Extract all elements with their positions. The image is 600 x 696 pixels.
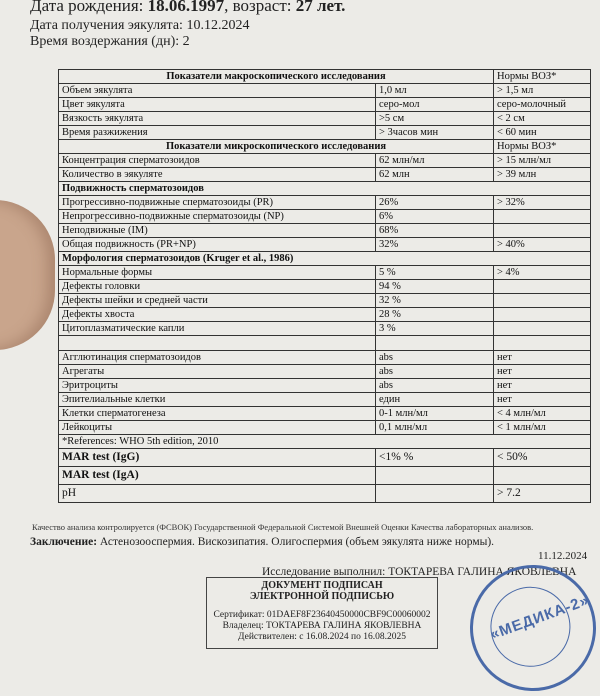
norms-header: Нормы ВОЗ* (494, 70, 591, 84)
param-name: Лейкоциты (59, 421, 376, 435)
param-name: Непрогрессивно-подвижные сперматозоиды (NP) (59, 210, 376, 224)
table-row (59, 393, 591, 407)
param-name: Общая подвижность (PR+NP) (59, 238, 376, 252)
signature-owner: Владелец: ТОКТАРЕВА ГАЛИНА ЯКОВЛЕВНА (222, 621, 422, 631)
section-title: Показатели микроскопического исследования (59, 140, 494, 154)
section-header-micro (59, 140, 591, 154)
param-norm: < 60 мин (494, 126, 591, 140)
param-value: 28 % (376, 308, 494, 322)
param-norm: < 50% (494, 449, 591, 467)
param-norm: > 32% (494, 196, 591, 210)
param-name: Цитоплазматические капли (59, 322, 376, 336)
param-name: pH (59, 485, 376, 503)
param-name: Дефекты хвоста (59, 308, 376, 322)
param-norm: > 4% (494, 266, 591, 280)
received-date: Дата получения эякулята: 10.12.2024 (30, 18, 250, 33)
param-name: MAR test (IgG) (59, 449, 376, 467)
param-norm: нет (494, 379, 591, 393)
birth-label: Дата рождения: (30, 0, 148, 15)
param-norm (494, 308, 591, 322)
param-value: <1% % (376, 449, 494, 467)
param-name: Количество в эякуляте (59, 168, 376, 182)
param-name: Дефекты головки (59, 280, 376, 294)
table-row (59, 224, 591, 238)
param-name: Концентрация сперматозоидов (59, 154, 376, 168)
spacer-row (59, 336, 591, 351)
param-name: Вязкость эякулята (59, 112, 376, 126)
param-value: 0-1 млн/мл (376, 407, 494, 421)
table-row (59, 196, 591, 210)
param-value: серо-мол (376, 98, 494, 112)
param-value: > 3часов мин (376, 126, 494, 140)
param-norm: > 1,5 мл (494, 84, 591, 98)
param-value: >5 см (376, 112, 494, 126)
conclusion (30, 536, 494, 548)
table-row (59, 126, 591, 140)
table-row (59, 365, 591, 379)
param-name: Клетки сперматогенеза (59, 407, 376, 421)
param-name: Эпителиальные клетки (59, 393, 376, 407)
table-row (59, 294, 591, 308)
param-norm (494, 467, 591, 485)
subsection-title: Подвижность сперматозоидов (59, 182, 591, 196)
param-norm: нет (494, 393, 591, 407)
table-row (59, 280, 591, 294)
table-row (59, 238, 591, 252)
param-norm: > 40% (494, 238, 591, 252)
param-norm: нет (494, 365, 591, 379)
age-label: , возраст: (224, 0, 296, 15)
table-row (59, 379, 591, 393)
birth-line (30, 0, 345, 16)
param-norm (494, 224, 591, 238)
table-row (59, 84, 591, 98)
table-row (59, 322, 591, 336)
table-row (59, 421, 591, 435)
e-signature-box (206, 577, 438, 649)
param-norm (494, 322, 591, 336)
conclusion-text: Астенозооспермия. Вискозипатия. Олигоспермия (объем эякулята ниже нормы). (97, 536, 495, 548)
param-value: abs (376, 365, 494, 379)
param-name: Нормальные формы (59, 266, 376, 280)
table-row (59, 467, 591, 485)
param-name: Агрегаты (59, 365, 376, 379)
signature-title: ДОКУМЕНТ ПОДПИСАН (261, 580, 383, 591)
param-value: 1,0 мл (376, 84, 494, 98)
param-norm: нет (494, 351, 591, 365)
table-row (59, 407, 591, 421)
param-norm: > 7.2 (494, 485, 591, 503)
param-norm (494, 210, 591, 224)
subsection-morphology (59, 252, 591, 266)
birth-value: 18.06.1997 (147, 0, 225, 15)
signature-subtitle: ЭЛЕКТРОННОЙ ПОДПИСЬЮ (249, 591, 395, 602)
table-row (59, 266, 591, 280)
subsection-motility (59, 182, 591, 196)
param-norm: > 39 млн (494, 168, 591, 182)
param-name: Прогрессивно-подвижные сперматозоиды (PR) (59, 196, 376, 210)
param-value: един (376, 393, 494, 407)
table-row (59, 449, 591, 467)
norms-header: Нормы ВОЗ* (494, 140, 591, 154)
report-date: 11.12.2024 (538, 550, 588, 562)
signature-validity: Действителен: с 16.08.2024 по 16.08.2025 (238, 632, 406, 642)
thumb (0, 200, 55, 350)
param-name: Эритроциты (59, 379, 376, 393)
param-value (376, 467, 494, 485)
param-norm: < 1 млн/мл (494, 421, 591, 435)
param-name: MAR test (IgA) (59, 467, 376, 485)
param-value: 32% (376, 238, 494, 252)
section-header-macro (59, 70, 591, 84)
age-value: 27 лет. (295, 0, 346, 15)
results-table (58, 69, 591, 503)
param-norm: серо-молочный (494, 98, 591, 112)
table-row (59, 112, 591, 126)
param-norm: > 15 млн/мл (494, 154, 591, 168)
conclusion-label: Заключение: (30, 536, 98, 548)
param-value: 94 % (376, 280, 494, 294)
signature-certificate: Сертификат: 01DAEF8F23640450000CBF9C00060002 (213, 610, 431, 620)
param-value: 68% (376, 224, 494, 238)
param-value: abs (376, 351, 494, 365)
performer-line: Исследование выполнил: ТОКТАРЕВА ГАЛИНА ЯКОВЛЕВНА (262, 566, 577, 578)
references-text: *References: WHO 5th edition, 2010 (59, 435, 591, 449)
param-value: abs (376, 379, 494, 393)
param-value: 3 % (376, 322, 494, 336)
subsection-title: Морфология сперматозоидов (Kruger et al., 1986) (59, 252, 591, 266)
table-row (59, 168, 591, 182)
param-value (376, 485, 494, 503)
param-norm: < 4 млн/мл (494, 407, 591, 421)
param-value: 62 млн/мл (376, 154, 494, 168)
table-row (59, 485, 591, 503)
param-name: Неподвижные (IM) (59, 224, 376, 238)
table-row (59, 98, 591, 112)
table-row (59, 351, 591, 365)
param-value: 62 млн (376, 168, 494, 182)
param-value: 5 % (376, 266, 494, 280)
references-row (59, 435, 591, 449)
stamp-name: «МЕДИКА-2» (488, 591, 592, 644)
param-norm (494, 280, 591, 294)
param-name: Агглютинация сперматозоидов (59, 351, 376, 365)
param-name: Время разжижения (59, 126, 376, 140)
abstinence-time: Время воздержания (дн): 2 (30, 34, 190, 49)
table-row (59, 210, 591, 224)
param-value: 32 % (376, 294, 494, 308)
param-name: Цвет эякулята (59, 98, 376, 112)
section-title: Показатели макроскопического исследования (59, 70, 494, 84)
table-row (59, 308, 591, 322)
param-name: Объем эякулята (59, 84, 376, 98)
param-value: 26% (376, 196, 494, 210)
param-value: 0,1 млн/мл (376, 421, 494, 435)
table-row (59, 154, 591, 168)
param-value: 6% (376, 210, 494, 224)
param-norm (494, 294, 591, 308)
param-name: Дефекты шейки и средней части (59, 294, 376, 308)
param-norm: < 2 см (494, 112, 591, 126)
quality-note: Качество анализа контролируется (ФСВОК) Государственной Федеральной Системой Внешней Оценки Качества лабораторных анализов. (32, 522, 534, 532)
